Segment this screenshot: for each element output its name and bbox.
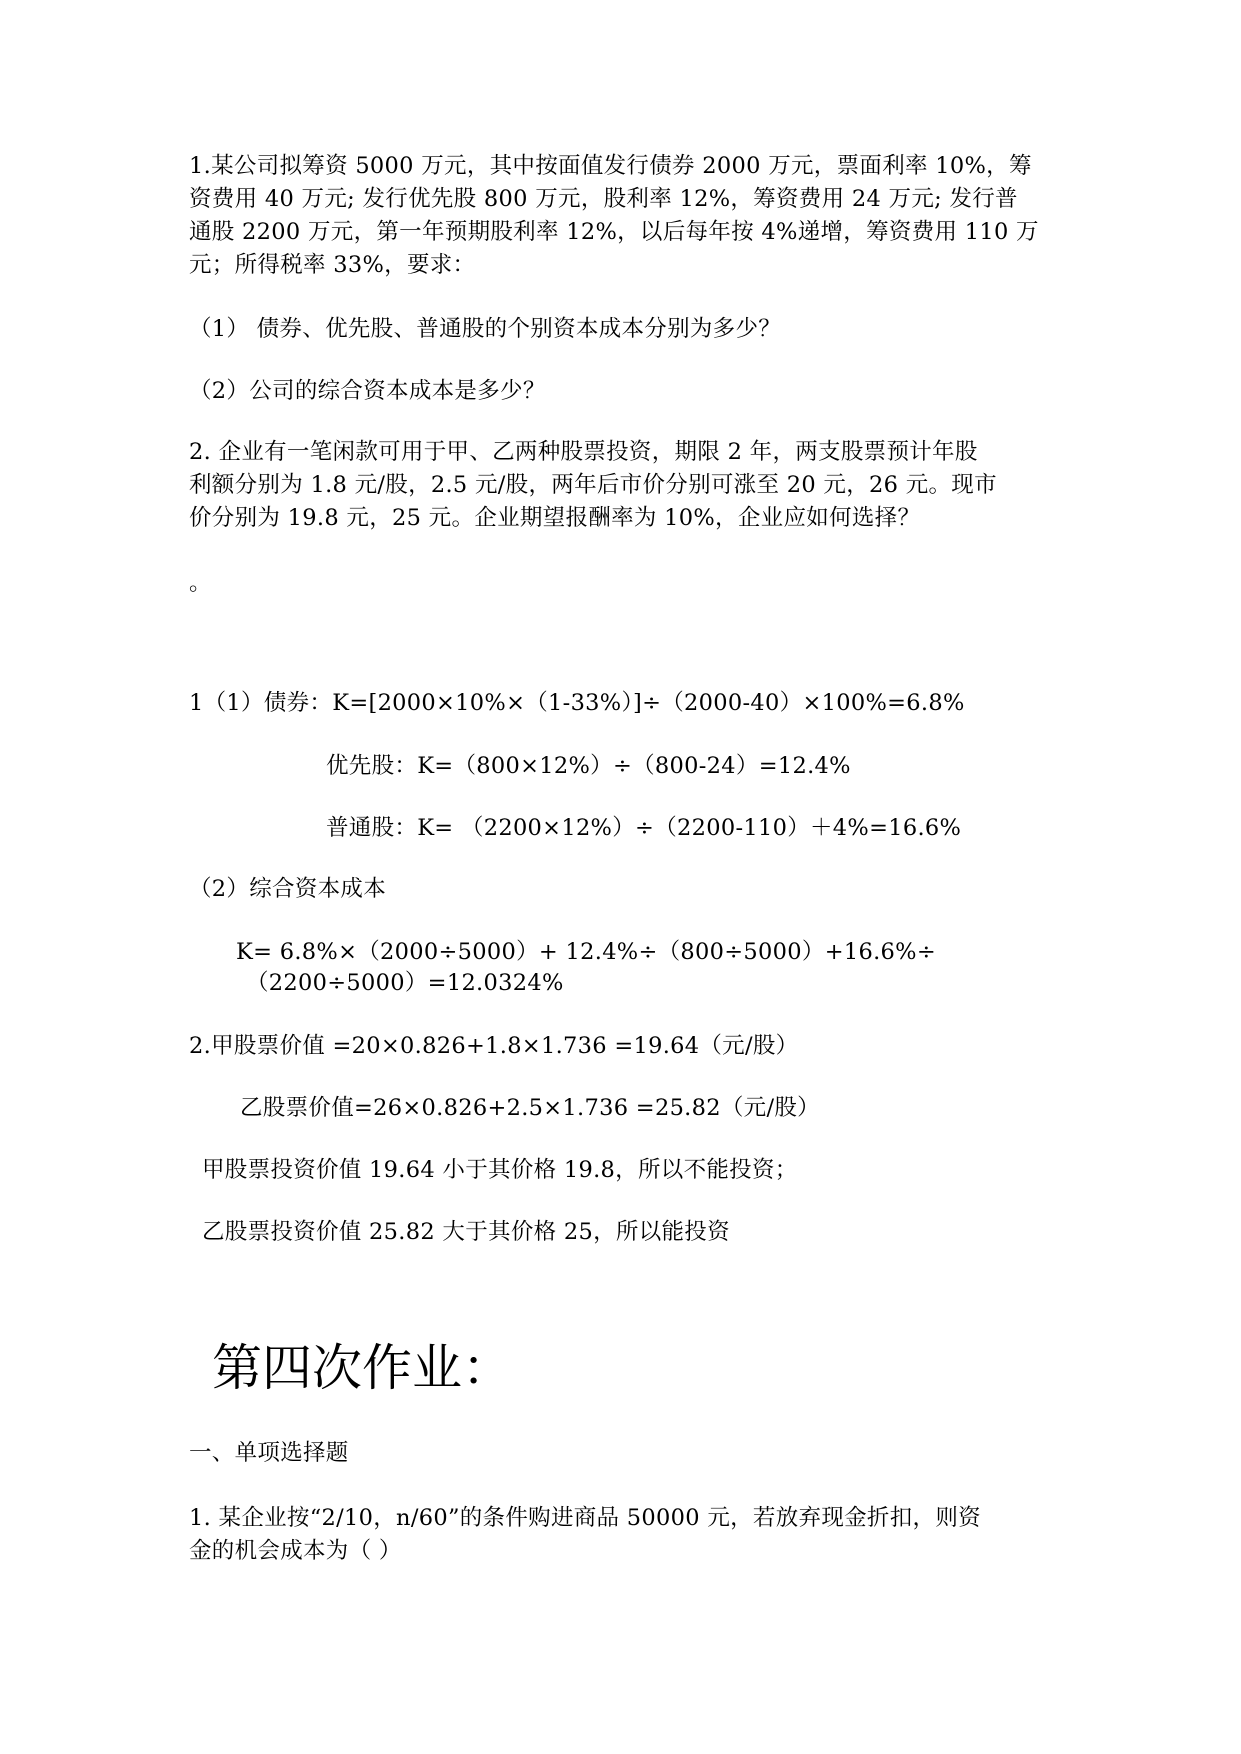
section-question-1-line-1: 1. 某企业按“2/10，n/60”的条件购进商品 50000 元，若放弃现金折扣，则资 — [189, 1505, 981, 1531]
question-2-line-1: 2. 企业有一笔闲款可用于甲、乙两种股票投资，期限 2 年，两支股票预计年股 — [189, 439, 978, 465]
question-1-sub-2: （2）公司的综合资本成本是多少？ — [189, 378, 546, 404]
section-part-title: 一、单项选择题 — [189, 1440, 349, 1466]
answer-1-part-2-formula-line-2: （2200÷5000）=12.0324% — [246, 970, 564, 996]
section-question-1-line-2: 金的机会成本为（ ） — [189, 1538, 402, 1564]
answer-1-common: 普通股：K= （2200×12%）÷（2200-110）＋4%=16.6% — [326, 815, 962, 841]
question-1-line-1: 1.某公司拟筹资 5000 万元，其中按面值发行债券 2000 万元，票面利率 10%，筹 — [189, 153, 1032, 179]
answer-1-preferred: 优先股：K=（800×12%）÷（800-24）=12.4% — [326, 753, 851, 779]
question-2-line-2: 利额分别为 1.8 元/股，2.5 元/股，两年后市价分别可涨至 20 元，26 元。现市 — [189, 472, 997, 498]
answer-1-bond: 1（1）债券：K=[2000×10%×（1-33%）]÷（2000-40）×100%=6.8% — [189, 690, 965, 716]
answer-2-stock-b-value: 乙股票价值=26×0.826+2.5×1.736 =25.82（元/股） — [240, 1095, 820, 1121]
answer-2-conclusion-b: 乙股票投资价值 25.82 大于其价格 25，所以能投资 — [202, 1219, 730, 1245]
trailing-mark: 。 — [189, 570, 212, 596]
answer-1-part-2-formula-line-1: K= 6.8%×（2000÷5000）+ 12.4%÷（800÷5000）+16.6%÷ — [236, 939, 936, 965]
question-1-line-2: 资费用 40 万元; 发行优先股 800 万元，股利率 12%，筹资费用 24 万元; 发行普 — [189, 186, 1018, 212]
question-1-line-4: 元；所得税率 33%，要求： — [189, 252, 476, 278]
question-1-line-3: 通股 2200 万元，第一年预期股利率 12%，以后每年按 4%递增，筹资费用 110 万 — [189, 219, 1039, 245]
answer-2-stock-a-value: 2.甲股票价值 =20×0.826+1.8×1.736 =19.64（元/股） — [189, 1033, 799, 1059]
section-heading: 第四次作业： — [212, 1339, 512, 1397]
question-1-sub-1: （1） 债券、优先股、普通股的个别资本成本分别为多少？ — [189, 316, 782, 342]
question-2-line-3: 价分别为 19.8 元，25 元。企业期望报酬率为 10%，企业应如何选择？ — [189, 505, 921, 531]
answer-2-conclusion-a: 甲股票投资价值 19.64 小于其价格 19.8，所以不能投资； — [202, 1157, 798, 1183]
answer-1-part-2-title: （2）综合资本成本 — [189, 876, 387, 902]
